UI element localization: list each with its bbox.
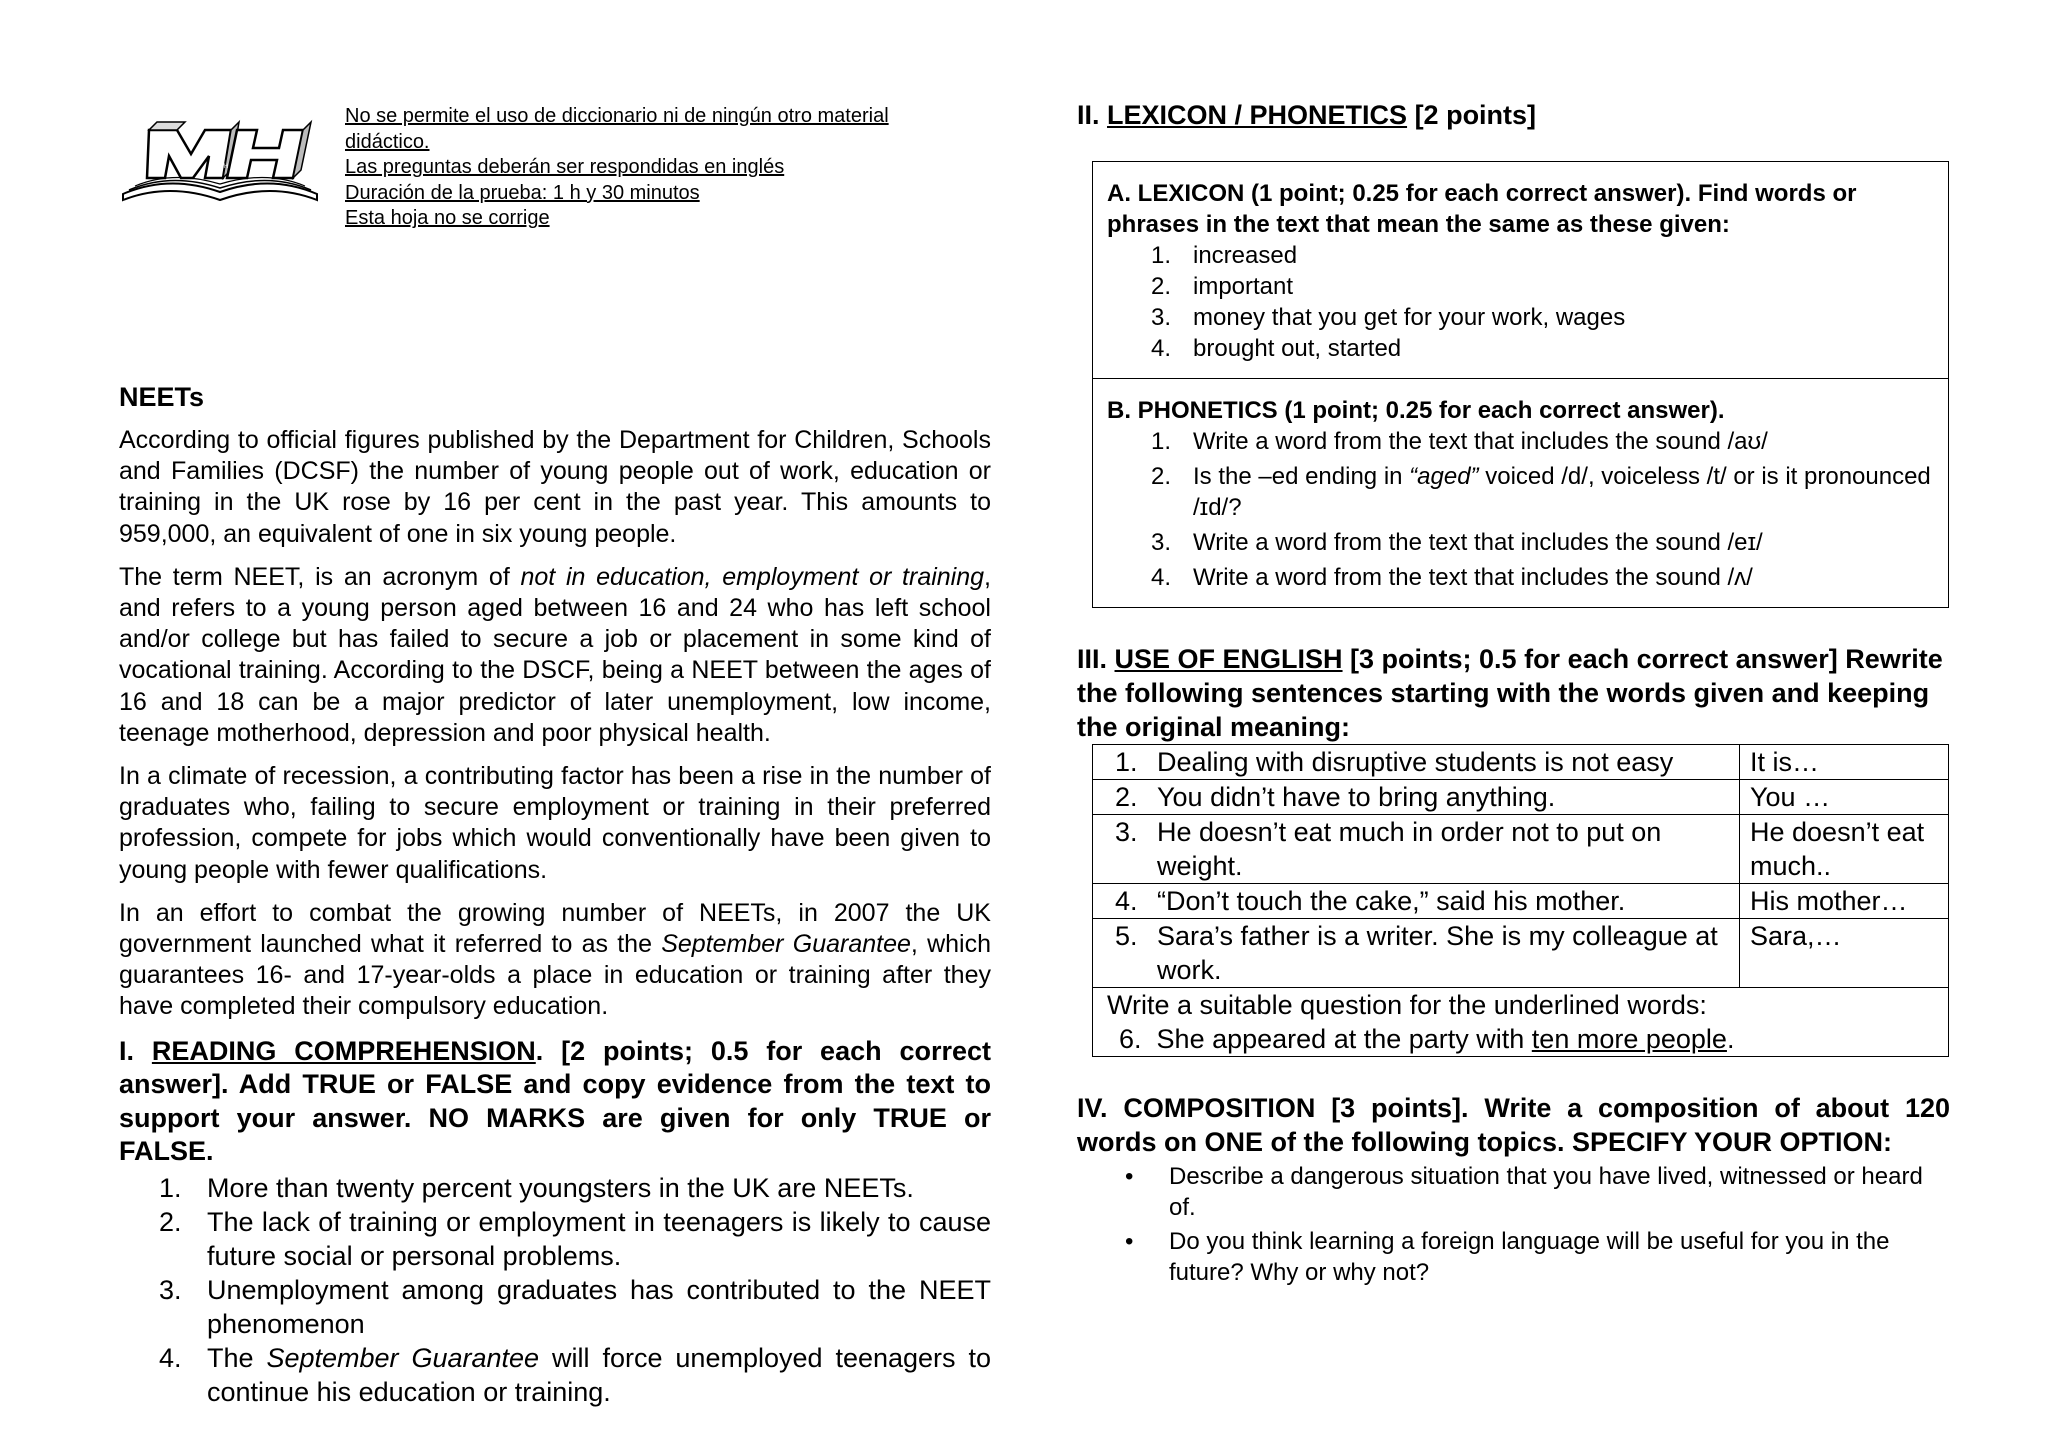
sentence-cell: 2. You didn’t have to bring anything. (1093, 780, 1740, 815)
phonetics-item: 1. Write a word from the text that includes the sound /aʊ/ (1151, 428, 1768, 455)
article-title: NEETs (119, 382, 205, 412)
lexicon-item: 1. increased (1151, 242, 1298, 269)
logo-mh-book (119, 108, 321, 208)
table-row (1093, 815, 1949, 884)
exam-notes (345, 104, 889, 232)
sentence-cell: 3. He doesn’t eat much in order not to put on weight. (1093, 815, 1740, 884)
composition-topic: • Describe a dangerous situation that you have lived, witnessed or heard of. (1125, 1163, 1923, 1221)
lexicon-title: A. LEXICON (1 point; 0.25 for each correct answer). Find words or phrases in the text that mean the same as these given: (1107, 180, 1857, 238)
sentence-cell: 5. Sara’s father is a writer. She is my colleague at work. (1093, 919, 1740, 988)
sentence-cell: 4. “Don’t touch the cake,” said his mother. (1093, 884, 1740, 919)
start-cell: He doesn’t eat much.. (1740, 815, 1949, 884)
start-cell: His mother… (1740, 884, 1949, 919)
article-paragraph-1: According to official figures published by the Department for Children, Schools and Families (DCSF) the number of young people out of work, education or training in the UK rose by 16 per cent in the past year. This amounts to 959,000, an equivalent of one in six young people. (119, 426, 991, 548)
reading-question: 3. Unemployment among graduates has contributed to the NEET phenomenon (159, 1274, 991, 1339)
note-line: No se permite el uso de diccionario ni de ningún otro material (345, 105, 889, 127)
table-row (1093, 745, 1949, 780)
article-paragraph-3: In a climate of recession, a contributing factor has been a rise in the number of graduates who, failing to secure employment or training in their preferred profession, compete for jobs which would conventionally have been given to young people with fewer qualifications. (119, 762, 991, 884)
lexicon-item: 4. brought out, started (1151, 335, 1402, 362)
start-cell: It is… (1740, 745, 1949, 780)
start-cell: Sara,… (1740, 919, 1949, 988)
phonetics-item: 2. Is the –ed ending in “aged” voiced /d/, voiceless /t/ or is it pronounced /ɪd/? (1151, 463, 1931, 521)
note-line: Esta hoja no se corrige (345, 207, 550, 230)
rewrite-table (1092, 744, 1949, 1057)
table-row (1093, 919, 1949, 988)
reading-question: 2. The lack of training or employment in teenagers is likely to cause future social or personal problems. (159, 1206, 991, 1271)
article-paragraph-4: In an effort to combat the growing number of NEETs, in 2007 the UK government launched what it referred to as the September Guarantee, which guarantees 16- and 17-year-olds a place in education or training after they have completed their compulsory education. (119, 898, 991, 1021)
lexicon-item: 3. money that you get for your work, wages (1151, 304, 1626, 331)
phonetics-item: 3. Write a word from the text that includes the sound /eɪ/ (1151, 529, 1763, 556)
phonetics-item: 4. Write a word from the text that includes the sound /ʌ/ (1151, 564, 1753, 591)
phonetics-section (1093, 378, 1948, 607)
exam-header (119, 100, 991, 250)
reading-question: 1. More than twenty percent youngsters in the UK are NEETs. (159, 1172, 914, 1203)
reading-questions (119, 1171, 991, 1409)
note-line: didáctico. (345, 130, 430, 153)
phonetics-list (1107, 426, 1934, 593)
question-instruction: Write a suitable question for the underlined words: (1107, 990, 1707, 1020)
start-cell: You … (1740, 780, 1949, 815)
right-column (1077, 100, 1950, 1291)
composition-heading: IV. COMPOSITION [3 points]. Write a composition of about 120 words on ONE of the following topics. SPECIFY YOUR OPTION: (1077, 1093, 1950, 1157)
question-6: 6. She appeared at the party with ten more people. (1119, 1024, 1735, 1054)
use-of-english-heading: III. USE OF ENGLISH [3 points; 0.5 for each correct answer] Rewrite the following sentences starting with the words given and keeping the original meaning: (1077, 644, 1943, 742)
composition-topic: • Do you think learning a foreign language will be useful for you in the future? Why or why not? (1125, 1228, 1890, 1286)
table-row (1093, 780, 1949, 815)
reading-question: 4. The September Guarantee will force unemployed teenagers to continue his education or training. (159, 1342, 991, 1407)
sentence-cell: 1. Dealing with disruptive students is not easy (1093, 745, 1740, 780)
left-column (119, 100, 991, 1409)
lexicon-phonetics-box (1092, 161, 1949, 608)
table-row-question (1093, 988, 1949, 1057)
composition-topics (1077, 1161, 1950, 1288)
svg-text:MH: MH (219, 164, 229, 170)
lexicon-section (1093, 162, 1948, 378)
reading-heading: I. READING COMPREHENSION. [2 points; 0.5 for each correct answer]. Add TRUE or FALSE and copy evidence from the text to support your answer. NO MARKS are given for only TRUE or FALSE. (119, 1035, 992, 1167)
question-cell (1093, 988, 1949, 1057)
phonetics-title: B. PHONETICS (1 point; 0.25 for each correct answer). (1107, 397, 1725, 424)
lexicon-list (1107, 240, 1934, 364)
lexicon-item: 2. important (1151, 273, 1294, 300)
article-paragraph-2: The term NEET, is an acronym of not in education, employment or training, and refers to a young person aged between 16 and 24 who has left school and/or college but has failed to secure a job or placement in some kind of vocational training. According to the DSCF, being a NEET between the ages of 16 and 18 can be a major predictor of later unemployment, low income, teenage motherhood, depression and poor physical health. (119, 562, 991, 747)
table-row (1093, 884, 1949, 919)
note-line: Duración de la prueba: 1 h y 30 minutos (345, 181, 700, 204)
note-line: Las preguntas deberán ser respondidas en inglés (345, 156, 785, 179)
lexicon-heading: II. LEXICON / PHONETICS [2 points] (1077, 100, 1537, 130)
